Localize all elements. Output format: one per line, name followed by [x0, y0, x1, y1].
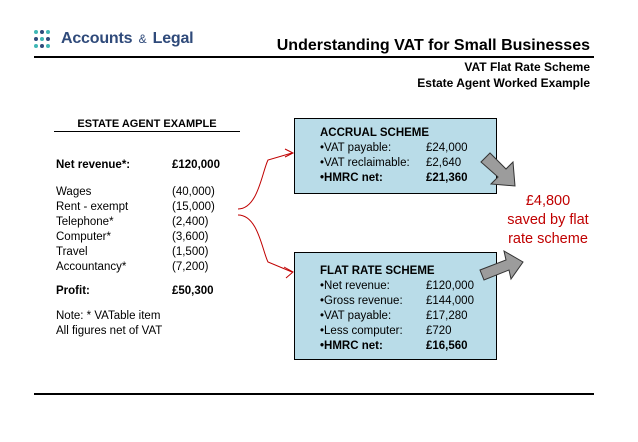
cost-value: (2,400)	[172, 216, 209, 228]
down-right-arrow-icon	[481, 153, 515, 186]
logo-text: Accounts & Legal	[61, 30, 194, 47]
flat-rate-row-value: £144,000	[426, 295, 474, 307]
accrual-row-value: £21,360	[426, 172, 468, 184]
flat-rate-row-value: £16,560	[426, 340, 468, 352]
cost-value: (1,500)	[172, 246, 209, 258]
footer-divider	[34, 393, 594, 395]
cost-label: Wages	[56, 186, 92, 198]
accrual-row-label: •HMRC net:	[320, 172, 383, 184]
cost-value: (40,000)	[172, 186, 215, 198]
cost-label: Computer*	[56, 231, 111, 243]
flat-rate-row-label: •HMRC net:	[320, 340, 383, 352]
accrual-row-label: •VAT payable:	[320, 142, 392, 154]
connector-to-flat-rate	[238, 215, 292, 272]
net-of-vat-note: All figures net of VAT	[56, 325, 163, 337]
page-subtitle-scheme: VAT Flat Rate Scheme	[464, 60, 590, 74]
accrual-scheme-title: ACCRUAL SCHEME	[320, 127, 430, 139]
flat-rate-row-label: •VAT payable:	[320, 310, 392, 322]
saving-caption-line2: rate scheme	[508, 231, 588, 247]
flat-rate-row-value: £17,280	[426, 310, 468, 322]
profit-value: £50,300	[172, 285, 214, 297]
example-title: ESTATE AGENT EXAMPLE	[77, 118, 217, 130]
cost-label: Travel	[56, 246, 88, 258]
cost-label: Rent - exempt	[56, 201, 129, 213]
flat-rate-row-value: £720	[426, 325, 452, 337]
profit-label: Profit:	[56, 285, 90, 297]
saving-amount: £4,800	[525, 193, 571, 209]
flat-rate-row-value: £120,000	[426, 280, 474, 292]
page-title: Understanding VAT for Small Businesses	[276, 37, 590, 54]
accrual-row-value: £2,640	[426, 157, 462, 169]
up-right-arrow-icon	[480, 251, 523, 280]
cost-label: Telephone*	[56, 216, 114, 228]
flat-rate-row-label: •Gross revenue:	[320, 295, 403, 307]
flat-rate-row-label: •Less computer:	[320, 325, 403, 337]
cost-label: Accountancy*	[56, 261, 127, 273]
flat-rate-scheme-title: FLAT RATE SCHEME	[320, 265, 435, 277]
cost-value: (3,600)	[172, 231, 209, 243]
flat-rate-row-label: •Net revenue:	[320, 280, 390, 292]
cost-value: (7,200)	[172, 261, 209, 273]
net-revenue-value: £120,000	[172, 159, 220, 171]
cost-value: (15,000)	[172, 201, 215, 213]
connector-arrowhead-flat-rate-icon	[284, 267, 293, 278]
accrual-row-label: •VAT reclaimable:	[320, 157, 410, 169]
page-subtitle-example: Estate Agent Worked Example	[417, 76, 590, 90]
net-revenue-label: Net revenue*:	[56, 159, 131, 171]
saving-callout	[495, 192, 601, 249]
connector-to-accrual	[238, 153, 292, 209]
vatable-note: Note: * VATable item	[56, 310, 161, 322]
saving-caption-line1: saved by flat	[507, 212, 589, 228]
accrual-row-value: £24,000	[426, 142, 468, 154]
